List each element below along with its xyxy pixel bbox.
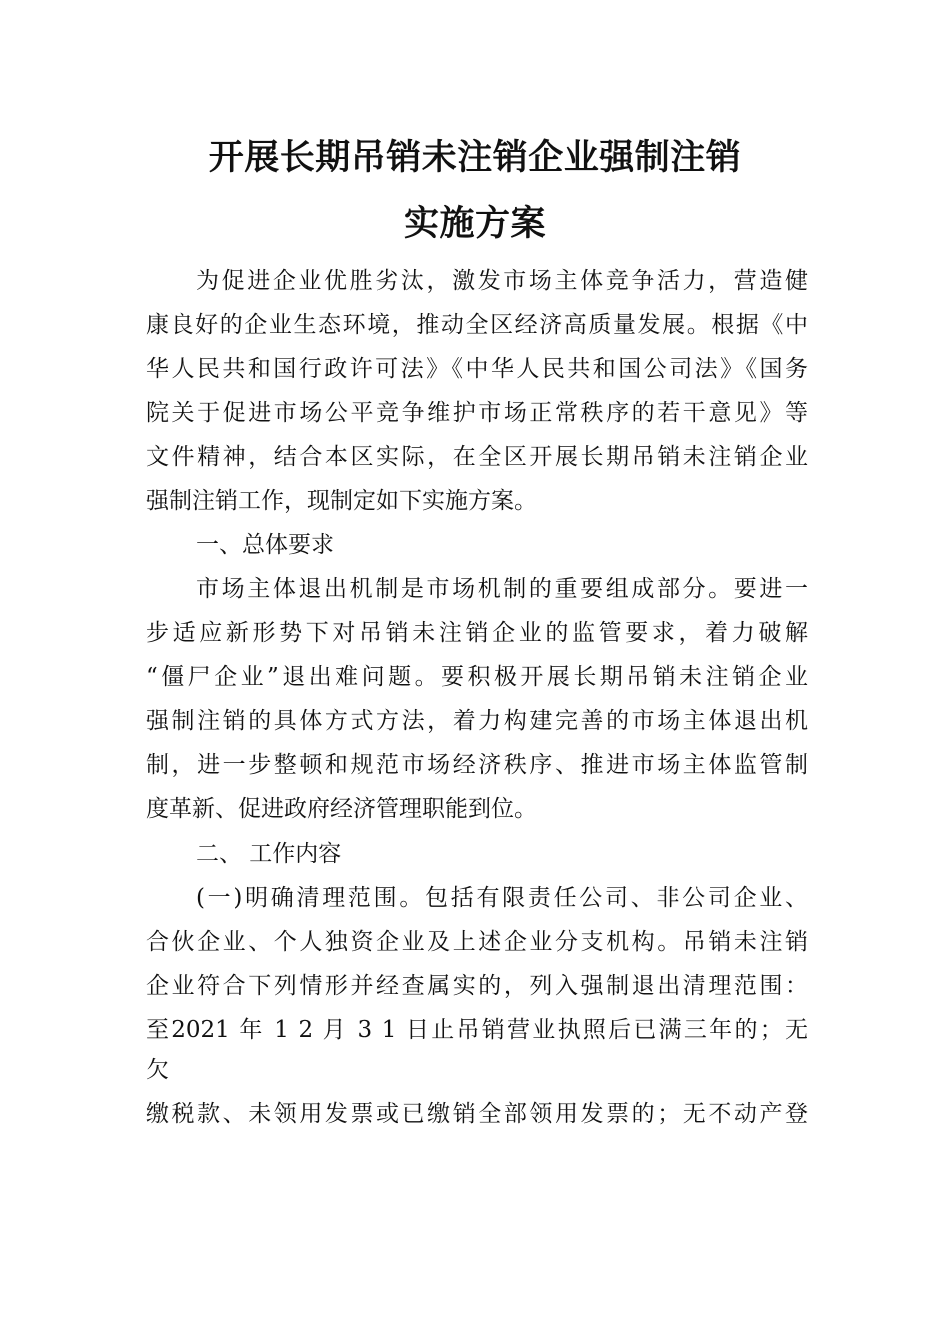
- paragraph-line: (一)明确清理范围。包括有限责任公司、非公司企业、: [196, 885, 808, 911]
- paragraph-line: 强制注销的具体方式方法，着力构建完善的市场主体退出机: [146, 708, 808, 734]
- paragraph-line: 制，进一步整顿和规范市场经济秩序、推进市场主体监管制: [146, 752, 808, 778]
- paragraph-line: 欠: [146, 1057, 169, 1083]
- paragraph-line: 合伙企业、个人独资企业及上述企业分支机构。吊销未注销: [146, 929, 808, 955]
- paragraph-line: 康良好的企业生态环境，推动全区经济高质量发展。根据《中: [146, 312, 808, 338]
- paragraph-line: 文件精神，结合本区实际，在全区开展长期吊销未注销企业: [146, 444, 808, 470]
- paragraph-line: “僵尸企业”退出难问题。要积极开展长期吊销未注销企业: [146, 664, 808, 690]
- paragraph-line: 院关于促进市场公平竞争维护市场正常秩序的若干意见》等: [146, 400, 808, 426]
- paragraph-line: 市场主体退出机制是市场机制的重要组成部分。要进一: [196, 576, 808, 602]
- paragraph-line: 企业符合下列情形并经查属实的，列入强制退出清理范围：: [146, 973, 808, 999]
- paragraph-line: 度革新、促进政府经济管理职能到位。: [146, 796, 537, 822]
- paragraph-line: 为促进企业优胜劣汰，激发市场主体竞争活力，营造健: [196, 268, 808, 294]
- paragraph-line: 至2021 年 1 2 月 3 1 日止吊销营业执照后已满三年的；无: [146, 1017, 808, 1043]
- section-heading: 二、 工作内容: [196, 841, 342, 867]
- paragraph-line: 华人民共和国行政许可法》《中华人民共和国公司法》《国务: [146, 356, 808, 382]
- document-title-line-2: 实施方案: [403, 204, 546, 244]
- paragraph-line: 缴税款、未领用发票或已缴销全部领用发票的；无不动产登: [146, 1101, 808, 1127]
- paragraph-line: 强制注销工作，现制定如下实施方案。: [146, 488, 537, 514]
- document-title-line-1: 开展长期吊销未注销企业强制注销: [208, 138, 742, 178]
- section-heading: 一、总体要求: [196, 532, 334, 558]
- paragraph-line: 步适应新形势下对吊销未注销企业的监管要求，着力破解: [146, 620, 808, 646]
